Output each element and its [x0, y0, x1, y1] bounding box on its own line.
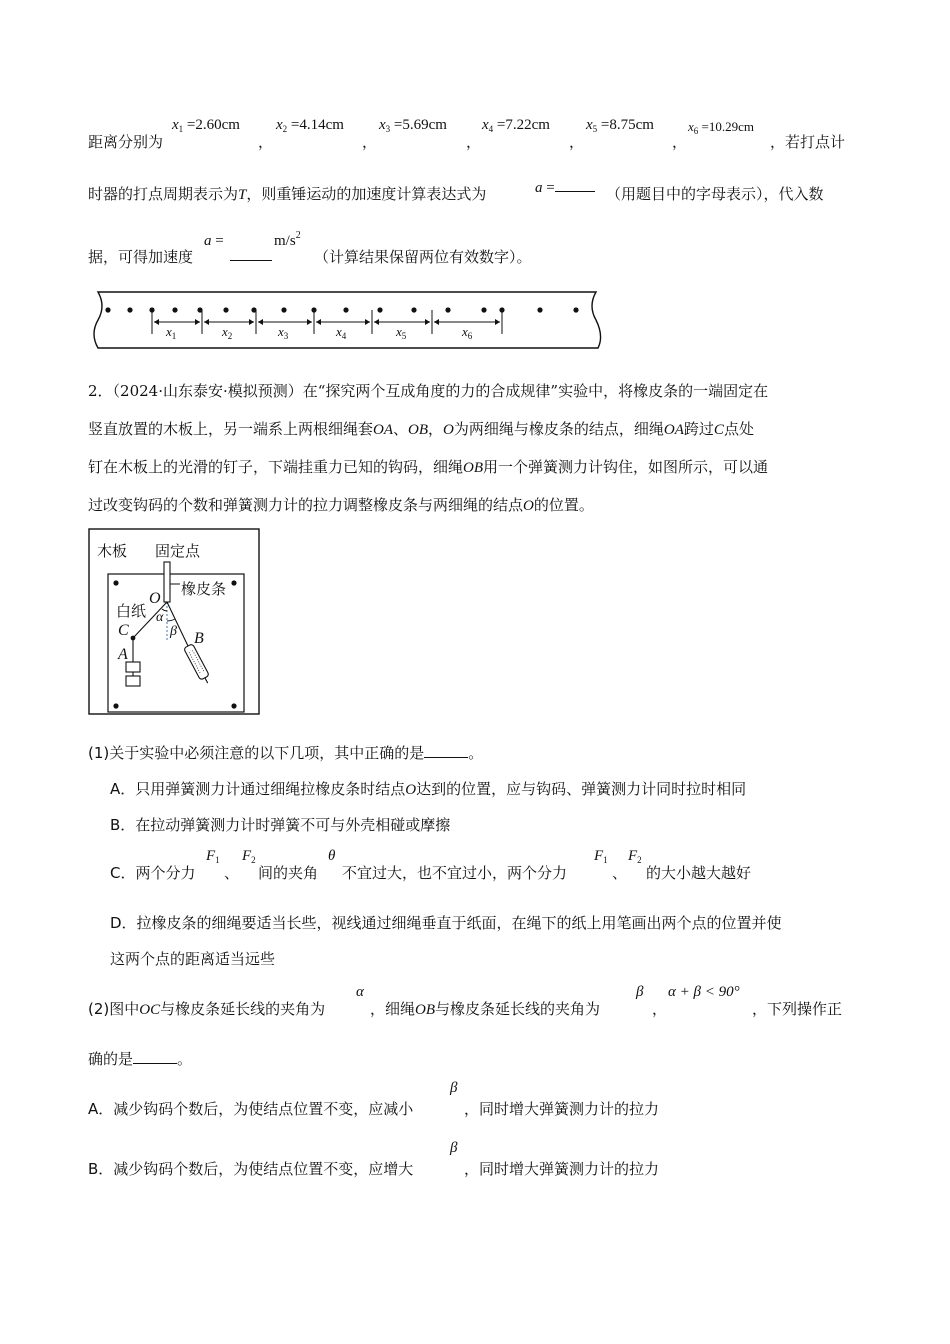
ticker-tape-figure — [88, 290, 613, 352]
label-C: C — [118, 622, 129, 639]
text-line: 钉在木板上的光滑的钉子，下端挂重力已知的钩码，细绳OB用一个弹簧测力计钩住，如图所示，可以通 — [88, 458, 769, 476]
sep: ， — [672, 133, 688, 151]
text-line: 过改变钩码的个数和弹簧测力计的拉力调整橡皮条与两细绳的结点O的位置。 — [88, 496, 594, 514]
text: 距离分别为 — [88, 133, 164, 151]
tape-dot — [281, 307, 286, 312]
tape-dot — [377, 307, 382, 312]
text: ，同时增大弹簧测力计的拉力 — [464, 1160, 660, 1178]
option-1A: A．只用弹簧测力计通过细绳拉橡皮条时结点O达到的位置，应与钩码、弹簧测力计同时拉时相同 — [110, 780, 747, 798]
tape-dot — [573, 307, 578, 312]
label-paper: 白纸 — [116, 602, 147, 620]
text: ，细绳OB与橡皮条延长线的夹角为 — [370, 1000, 601, 1018]
sub-question-2: (2)图中OC与橡皮条延长线的夹角为 — [88, 1000, 326, 1018]
tape-arrowhead — [195, 319, 200, 325]
option-1C: C．两个分力 — [110, 864, 196, 882]
tape-label-x2: $x_2$ — [222, 324, 233, 341]
text-line: 时器的打点周期表示为T，则重锤运动的加速度计算表达式为 — [88, 185, 487, 203]
label-O: O — [149, 590, 161, 607]
tape-dot — [127, 307, 132, 312]
beta-symbol: β — [636, 984, 644, 1000]
sep: ， — [258, 133, 274, 151]
tape-arrowhead — [154, 319, 159, 325]
x5-value: $x_5 =8.75cm$ — [586, 117, 654, 134]
option-1D-cont: 这两个点的距离适当远些 — [110, 950, 276, 968]
unit: $m/s^2$ — [274, 230, 301, 249]
x6-value: $x_6 =10.29cm$ — [688, 119, 754, 136]
tape-arrowhead — [316, 319, 321, 325]
label-B: B — [194, 630, 204, 647]
option-1D: D．拉橡皮条的细绳要适当长些，视线通过细绳垂直于纸面，在绳下的纸上用笔画出两个点的位置并使 — [110, 914, 782, 932]
tape-arrowhead — [374, 319, 379, 325]
sep: ， — [466, 133, 482, 151]
accel-value: a = — [204, 233, 224, 249]
label-fixed-point: 固定点 — [155, 542, 201, 560]
tape-arrowhead — [204, 319, 209, 325]
option-1B: B．在拉动弹簧测力计时弹簧不可与外壳相碰或摩擦 — [110, 816, 451, 834]
tape-ticks — [152, 310, 502, 334]
tape-label-x6: $x_6$ — [462, 324, 473, 341]
answer-blank — [230, 246, 272, 265]
text: 间的夹角 — [258, 864, 319, 882]
angle-condition: α + β < 90° — [668, 984, 740, 1000]
alpha-symbol: α — [356, 984, 364, 1000]
answer-blank — [555, 177, 595, 192]
tape-arrowhead — [495, 319, 500, 325]
question-2-intro: 2．（2024·山东泰安·模拟预测）在“探究两个互成角度的力的合成规律”实验中，将橡皮条的一端固定在 — [88, 382, 769, 400]
option-2A: A．减少钩码个数后，为使结点位置不变，应减小 — [88, 1100, 414, 1118]
label-alpha: α — [156, 610, 164, 625]
text: 不宜过大，也不宜过小，两个分力 — [342, 864, 568, 882]
option-2B: B．减少钩码个数后，为使结点位置不变，应增大 — [88, 1160, 414, 1178]
text-line — [88, 131, 163, 152]
text: ，若打点计 — [770, 133, 846, 151]
F2-symbol: $F_2$ — [242, 848, 256, 865]
tape-dot — [411, 307, 416, 312]
rubber-band — [164, 562, 170, 602]
text: （用题目中的字母表示），代入数 — [606, 185, 824, 203]
beta-symbol: β — [450, 1080, 458, 1096]
label-rubber-band: 橡皮条 — [181, 580, 227, 598]
tape-arrowhead — [258, 319, 263, 325]
tape-label-x4: $x_4$ — [336, 324, 347, 341]
tape-label-x5: $x_5$ — [396, 324, 407, 341]
text-line: 竖直放置的木板上，另一端系上两根细绳套OA、OB，O为两细绳与橡皮条的结点，细绳OA跨过C点处 — [88, 420, 754, 438]
beta-symbol: β — [450, 1140, 458, 1156]
label-board: 木板 — [97, 542, 128, 560]
F2-symbol: $F_2$ — [628, 848, 642, 865]
x1-value: $x_1 =2.60cm$ — [172, 117, 240, 134]
sep: ， — [362, 133, 378, 151]
spring-scale — [184, 644, 213, 686]
x2-value: $x_2 =4.14cm$ — [276, 117, 344, 134]
hook-weight-2 — [126, 676, 140, 686]
tape-dot — [223, 307, 228, 312]
text: 、 — [612, 864, 628, 882]
tape-dot — [537, 307, 542, 312]
tape-dot — [343, 307, 348, 312]
label-beta: β — [170, 624, 177, 639]
text: ， — [652, 1000, 668, 1018]
tape-arrowhead — [365, 319, 370, 325]
tape-dot — [172, 307, 177, 312]
tape-dot — [481, 307, 486, 312]
label-A: A — [118, 646, 128, 663]
F1-symbol: $F_1$ — [594, 848, 608, 865]
sep: ， — [569, 133, 585, 151]
tape-label-x3: $x_3$ — [278, 324, 289, 341]
text: 据，可得加速度 — [88, 248, 194, 266]
accel-expr: a = — [535, 177, 595, 197]
hook-weight-1 — [126, 662, 140, 672]
x4-value: $x_4 =7.22cm$ — [482, 117, 550, 134]
text: 的大小越大越好 — [646, 864, 752, 882]
tape-label-x1: $x_1$ — [166, 324, 177, 341]
text: ，下列操作正 — [752, 1000, 843, 1018]
tape-dots — [105, 307, 578, 312]
text: ，同时增大弹簧测力计的拉力 — [464, 1100, 660, 1118]
text: （计算结果保留两位有效数字）。 — [314, 248, 532, 266]
tape-arrowhead — [425, 319, 430, 325]
text-line: 确的是 。 — [88, 1050, 193, 1068]
tape-arrowhead — [307, 319, 312, 325]
tape-arrowhead — [434, 319, 439, 325]
F1-symbol: $F_1$ — [206, 848, 220, 865]
x3-value: $x_3 =5.69cm$ — [379, 117, 447, 134]
tape-dot — [445, 307, 450, 312]
theta-symbol: θ — [328, 848, 336, 864]
tape-arrowhead — [249, 319, 254, 325]
text: 、 — [224, 864, 240, 882]
tape-dot — [105, 307, 110, 312]
sub-question-1: (1)关于实验中必须注意的以下几项，其中正确的是 。 — [88, 744, 484, 762]
